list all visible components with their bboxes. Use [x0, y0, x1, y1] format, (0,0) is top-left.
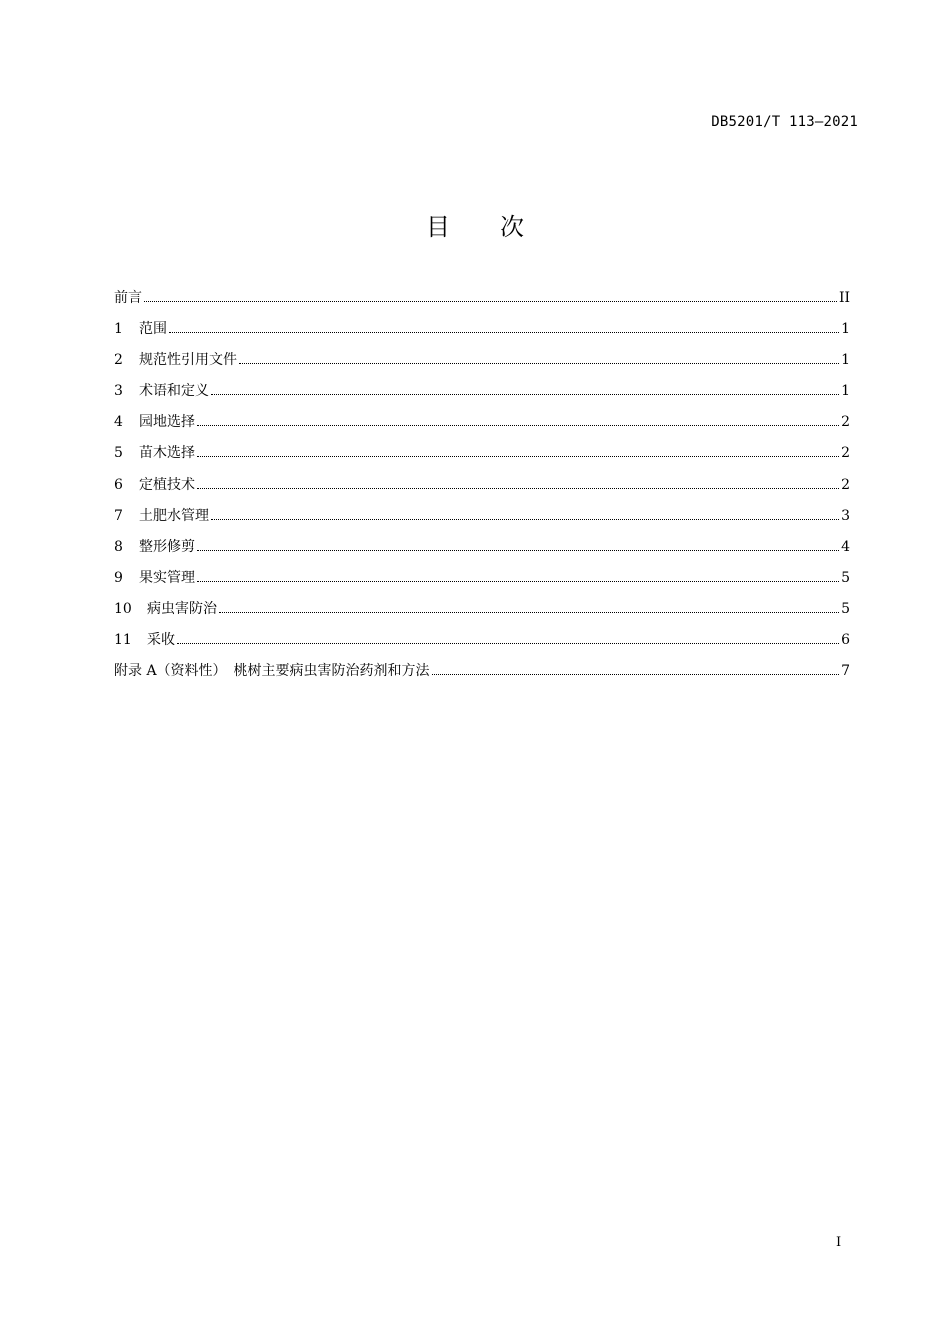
- toc-title-right: 次: [500, 213, 524, 241]
- toc-entry-text: 园地选择: [139, 414, 195, 431]
- toc-entry-text: 术语和定义: [139, 383, 209, 400]
- toc-entry-appendix-a[interactable]: [114, 657, 850, 688]
- toc-entry-page: 1: [841, 352, 850, 369]
- toc-leader-dots: [432, 674, 840, 675]
- toc-leader-dots: [219, 612, 839, 613]
- toc-entry-text: 土肥水管理: [139, 507, 209, 524]
- toc-entry-page: 7: [841, 663, 850, 680]
- toc-leader-dots: [197, 581, 839, 582]
- toc-entry-page: 4: [841, 538, 850, 555]
- toc-entry-11[interactable]: [114, 626, 850, 657]
- toc-leader-dots: [211, 519, 839, 520]
- toc-entry-number: 2: [114, 352, 123, 369]
- toc-entry-number: 1: [114, 321, 123, 338]
- toc-entry-5[interactable]: [114, 439, 850, 470]
- toc-entry-page: 2: [841, 476, 850, 493]
- toc-leader-dots: [197, 456, 839, 457]
- toc-entry-foreword[interactable]: [114, 284, 850, 315]
- toc-entry-number: 11: [114, 632, 132, 649]
- toc-leader-dots: [239, 363, 839, 364]
- toc-entry-page: II: [838, 290, 850, 306]
- toc-leader-dots: [169, 332, 839, 333]
- document-code: DB5201/T 113—2021: [711, 114, 858, 130]
- toc-entry-number: 9: [114, 569, 123, 586]
- toc-entry-number: 7: [114, 507, 123, 524]
- toc-entry-number: 10: [114, 600, 132, 617]
- toc-entry-page: 5: [841, 569, 850, 586]
- toc-entry-4[interactable]: [114, 408, 850, 439]
- toc-entry-number: 8: [114, 538, 123, 555]
- toc-entry-2[interactable]: [114, 346, 850, 377]
- toc-entry-9[interactable]: [114, 564, 850, 595]
- toc-entry-number: 4: [114, 414, 123, 431]
- toc-entry-text: 病虫害防治: [147, 600, 217, 617]
- toc-entry-number: 6: [114, 476, 123, 493]
- toc-entry-3[interactable]: [114, 377, 850, 408]
- toc-leader-dots: [144, 301, 837, 302]
- toc-entry-page: 1: [841, 321, 850, 338]
- toc-entry-10[interactable]: [114, 595, 850, 626]
- toc-entry-1[interactable]: [114, 315, 850, 346]
- toc-leader-dots: [197, 425, 839, 426]
- toc-entry-page: 5: [841, 600, 850, 617]
- toc-entry-text: 定植技术: [139, 476, 195, 493]
- toc-leader-dots: [197, 550, 839, 551]
- toc-entry-text: 范围: [139, 321, 167, 338]
- toc-title: [0, 207, 950, 242]
- toc-entry-page: 2: [841, 414, 850, 431]
- toc-entry-page: 3: [841, 507, 850, 524]
- toc-entry-page: 6: [841, 632, 850, 649]
- toc-entry-text: 果实管理: [139, 569, 195, 586]
- toc-leader-dots: [211, 394, 839, 395]
- toc-entry-number: 5: [114, 445, 123, 462]
- toc-list: [114, 284, 850, 688]
- toc-entry-text: 采收: [147, 632, 175, 649]
- page-number: I: [836, 1235, 842, 1250]
- toc-leader-dots: [197, 488, 839, 489]
- toc-title-left: 目: [426, 213, 450, 241]
- toc-entry-page: 2: [841, 445, 850, 462]
- toc-leader-dots: [177, 643, 839, 644]
- toc-entry-text: 前言: [114, 290, 142, 306]
- toc-entry-text: 规范性引用文件: [139, 352, 237, 369]
- toc-entry-8[interactable]: [114, 533, 850, 564]
- toc-entry-7[interactable]: [114, 502, 850, 533]
- toc-entry-text: 整形修剪: [139, 538, 195, 555]
- toc-entry-page: 1: [841, 383, 850, 400]
- toc-entry-number: 3: [114, 383, 123, 400]
- toc-entry-6[interactable]: [114, 471, 850, 502]
- toc-entry-text: 苗木选择: [139, 445, 195, 462]
- toc-entry-text: 附录 A（资料性） 桃树主要病虫害防治药剂和方法: [114, 663, 430, 680]
